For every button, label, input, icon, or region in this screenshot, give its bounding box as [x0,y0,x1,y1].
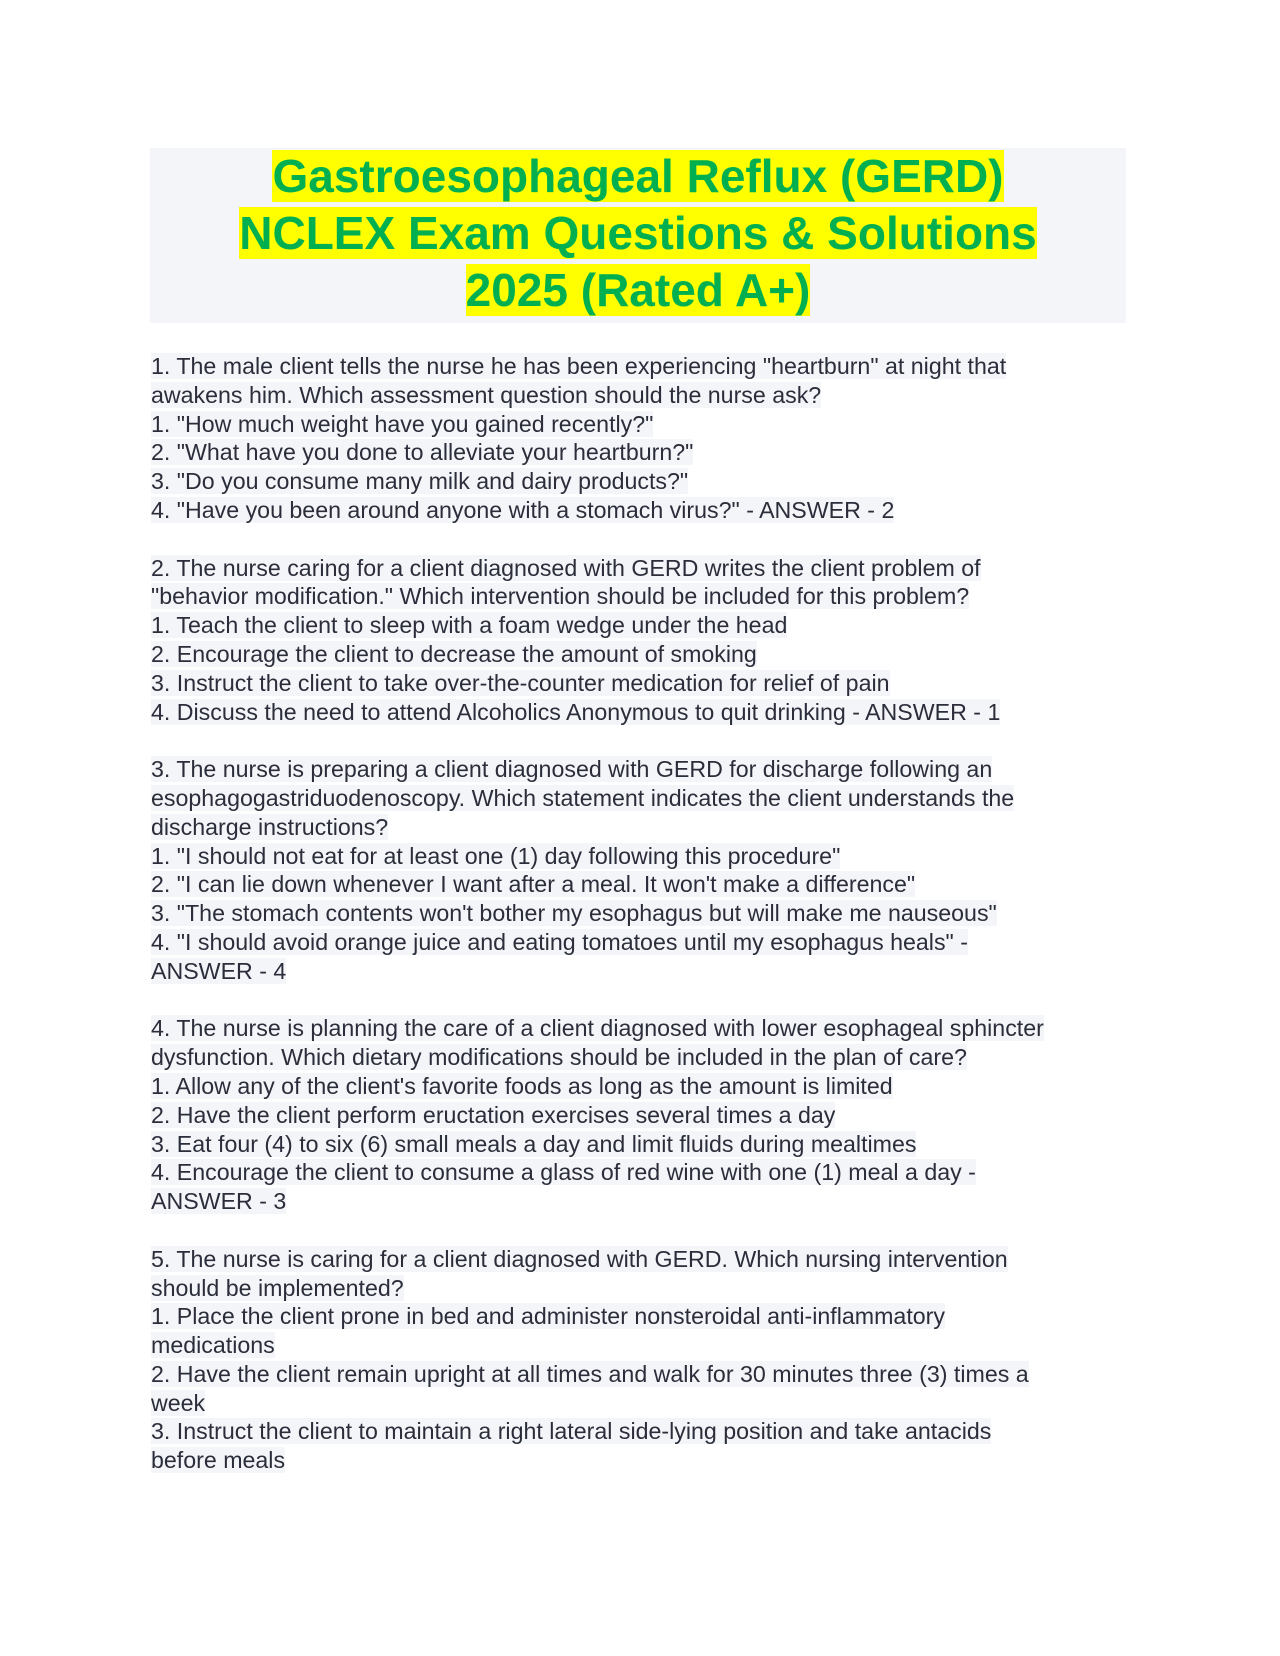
question-line: discharge instructions? [151,813,389,840]
answer-option: 2. Have the client perform eructation exercises several times a day [151,1101,836,1128]
answer-option: before meals [151,1447,286,1474]
question-line: should be implemented? [151,1274,404,1301]
answer-option: 4. "I should avoid orange juice and eating tomatoes until my esophagus heals" - [151,928,968,955]
answer-option: ANSWER - 4 [151,957,287,984]
answer-option: 3. Eat four (4) to six (6) small meals a day and limit fluids during mealtimes [151,1130,917,1157]
title-line: Gastroesophageal Reflux (GERD) [272,150,1004,202]
answer-option: 2. Encourage the client to decrease the amount of smoking [151,640,757,667]
title-line: 2025 (Rated A+) [465,264,811,316]
question-line: 2. The nurse caring for a client diagnosed with GERD writes the client problem of [151,554,981,581]
question-2 [151,554,1131,727]
questions-list [151,352,1131,1504]
answer-option: medications [151,1332,275,1359]
answer-option: week [151,1389,206,1416]
title-line: NCLEX Exam Questions & Solutions [239,207,1037,259]
answer-option: 1. "I should not eat for at least one (1) day following this procedure" [151,842,841,869]
question-line: 1. The male client tells the nurse he has been experiencing "heartburn" at night that [151,353,1007,379]
answer-option: 3. Instruct the client to take over-the-counter medication for relief of pain [151,669,890,696]
question-line: esophagogastriduodenoscopy. Which statement indicates the client understands the [151,784,1015,811]
answer-option: 1. Allow any of the client's favorite foods as long as the amount is limited [151,1072,893,1099]
answer-option: 1. Place the client prone in bed and administer nonsteroidal anti-inflammatory [151,1303,945,1330]
question-3 [151,755,1131,985]
question-line: dysfunction. Which dietary modifications should be included in the plan of care? [151,1044,967,1071]
question-5 [151,1245,1131,1475]
question-line: 5. The nurse is caring for a client diagnosed with GERD. Which nursing intervention [151,1245,1008,1272]
answer-option: 1. Teach the client to sleep with a foam wedge under the head [151,612,788,639]
answer-option: 2. "I can lie down whenever I want after a meal. It won't make a difference" [151,871,916,898]
answer-option: ANSWER - 3 [151,1188,287,1215]
answer-option: 1. "How much weight have you gained recently?" [151,410,654,437]
answer-option: 3. "The stomach contents won't bother my esophagus but will make me nauseous" [151,900,997,927]
answer-option: 4. Encourage the client to consume a glass of red wine with one (1) meal a day - [151,1159,976,1186]
answer-option: 3. "Do you consume many milk and dairy products?" [151,468,689,495]
question-line: 3. The nurse is preparing a client diagnosed with GERD for discharge following an [151,756,993,783]
answer-option: 3. Instruct the client to maintain a right lateral side-lying position and take antacids [151,1418,992,1445]
question-line: "behavior modification." Which intervention should be included for this problem? [151,583,970,610]
question-line: awakens him. Which assessment question should the nurse ask? [151,381,822,408]
answer-option: 4. "Have you been around anyone with a stomach virus?" - ANSWER - 2 [151,496,895,523]
question-4 [151,1014,1131,1216]
question-1 [151,352,1131,525]
answer-option: 2. "What have you done to alleviate your heartburn?" [151,439,694,466]
question-line: 4. The nurse is planning the care of a client diagnosed with lower esophageal sphincter [151,1015,1044,1042]
answer-option: 2. Have the client remain upright at all times and walk for 30 minutes three (3) times a [151,1360,1029,1387]
document-title [150,148,1126,323]
answer-option: 4. Discuss the need to attend Alcoholics Anonymous to quit drinking - ANSWER - 1 [151,698,1001,725]
